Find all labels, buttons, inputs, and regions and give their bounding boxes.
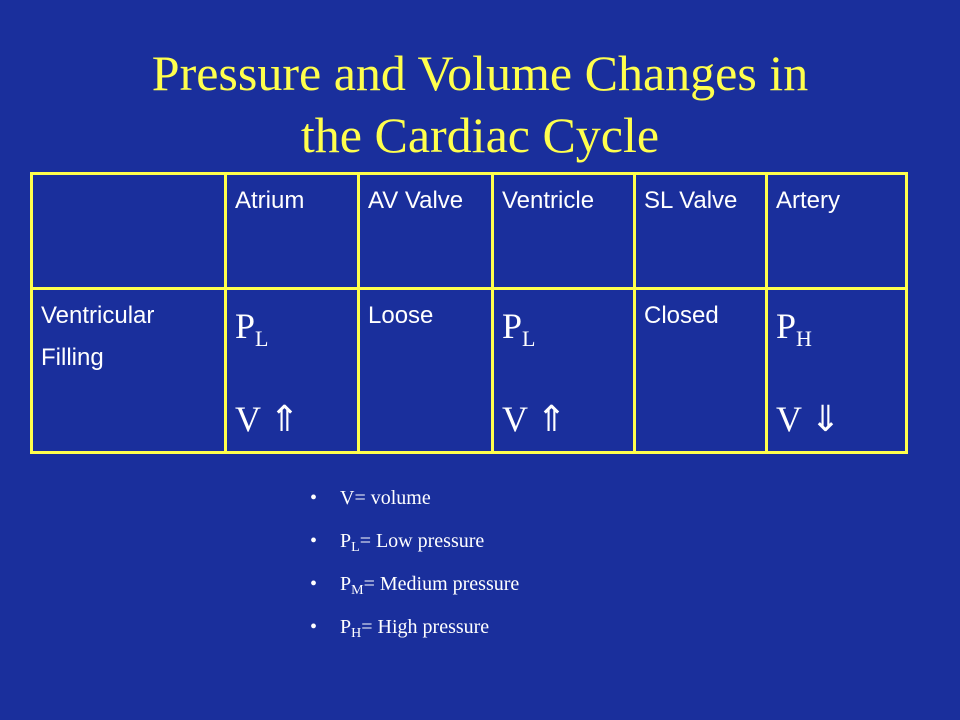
ventricle-pressure-symbol: P xyxy=(502,306,523,346)
artery-cell xyxy=(767,289,907,453)
artery-volume: V ⇓ xyxy=(776,399,841,439)
atrium-pressure-symbol: P xyxy=(235,306,256,346)
ventricle-pressure-level: L xyxy=(522,326,536,351)
slide-title-line1: Pressure and Volume Changes in xyxy=(151,45,809,101)
header-cell-ventricle: Ventricle xyxy=(493,174,635,289)
bullet-icon: • xyxy=(310,616,318,638)
legend-list xyxy=(310,480,519,652)
bullet-icon: • xyxy=(310,487,318,509)
legend-text: = volume xyxy=(354,487,431,509)
artery-pressure-level: H xyxy=(796,326,812,351)
av-valve-cell: Loose xyxy=(359,289,493,453)
ventricle-volume: V ⇑ xyxy=(502,399,567,439)
cardiac-cycle-table xyxy=(30,172,908,454)
header-cell-artery: Artery xyxy=(767,174,907,289)
slide-title-line2: the Cardiac Cycle xyxy=(300,107,660,163)
bullet-icon: • xyxy=(310,530,318,552)
ventricle-pressure xyxy=(502,304,625,361)
artery-pressure xyxy=(776,304,897,361)
legend-item-high-pressure xyxy=(310,609,519,652)
legend-subscript: M xyxy=(351,583,364,598)
atrium-cell xyxy=(226,289,359,453)
legend-item-medium-pressure xyxy=(310,566,519,609)
legend-symbol: P xyxy=(340,616,352,638)
legend-subscript: L xyxy=(351,540,360,555)
legend-text: = High pressure xyxy=(361,616,490,638)
artery-pressure-symbol: P xyxy=(776,306,797,346)
legend-item-low-pressure xyxy=(310,523,519,566)
table-row-ventricular-filling xyxy=(32,289,907,453)
header-cell-empty xyxy=(32,174,226,289)
bullet-icon: • xyxy=(310,573,318,595)
table-header-row xyxy=(32,174,907,289)
legend-subscript: H xyxy=(351,626,362,641)
sl-valve-cell: Closed xyxy=(635,289,767,453)
header-cell-av-valve: AV Valve xyxy=(359,174,493,289)
atrium-pressure-level: L xyxy=(255,326,269,351)
legend-symbol: P xyxy=(340,573,352,595)
row-label-line2: Filling xyxy=(41,344,104,371)
atrium-pressure xyxy=(235,304,349,361)
header-cell-sl-valve: SL Valve xyxy=(635,174,767,289)
atrium-volume: V ⇑ xyxy=(235,399,300,439)
legend-item-volume xyxy=(310,480,519,523)
row-label-line1: Ventricular xyxy=(41,302,155,329)
slide-title xyxy=(0,42,960,166)
legend-symbol: P xyxy=(340,530,352,552)
header-cell-atrium: Atrium xyxy=(226,174,359,289)
legend-symbol: V xyxy=(340,487,355,509)
legend-text: = Low pressure xyxy=(359,530,485,552)
ventricle-cell xyxy=(493,289,635,453)
row-label-cell xyxy=(32,289,226,453)
legend-text: = Medium pressure xyxy=(363,573,520,595)
